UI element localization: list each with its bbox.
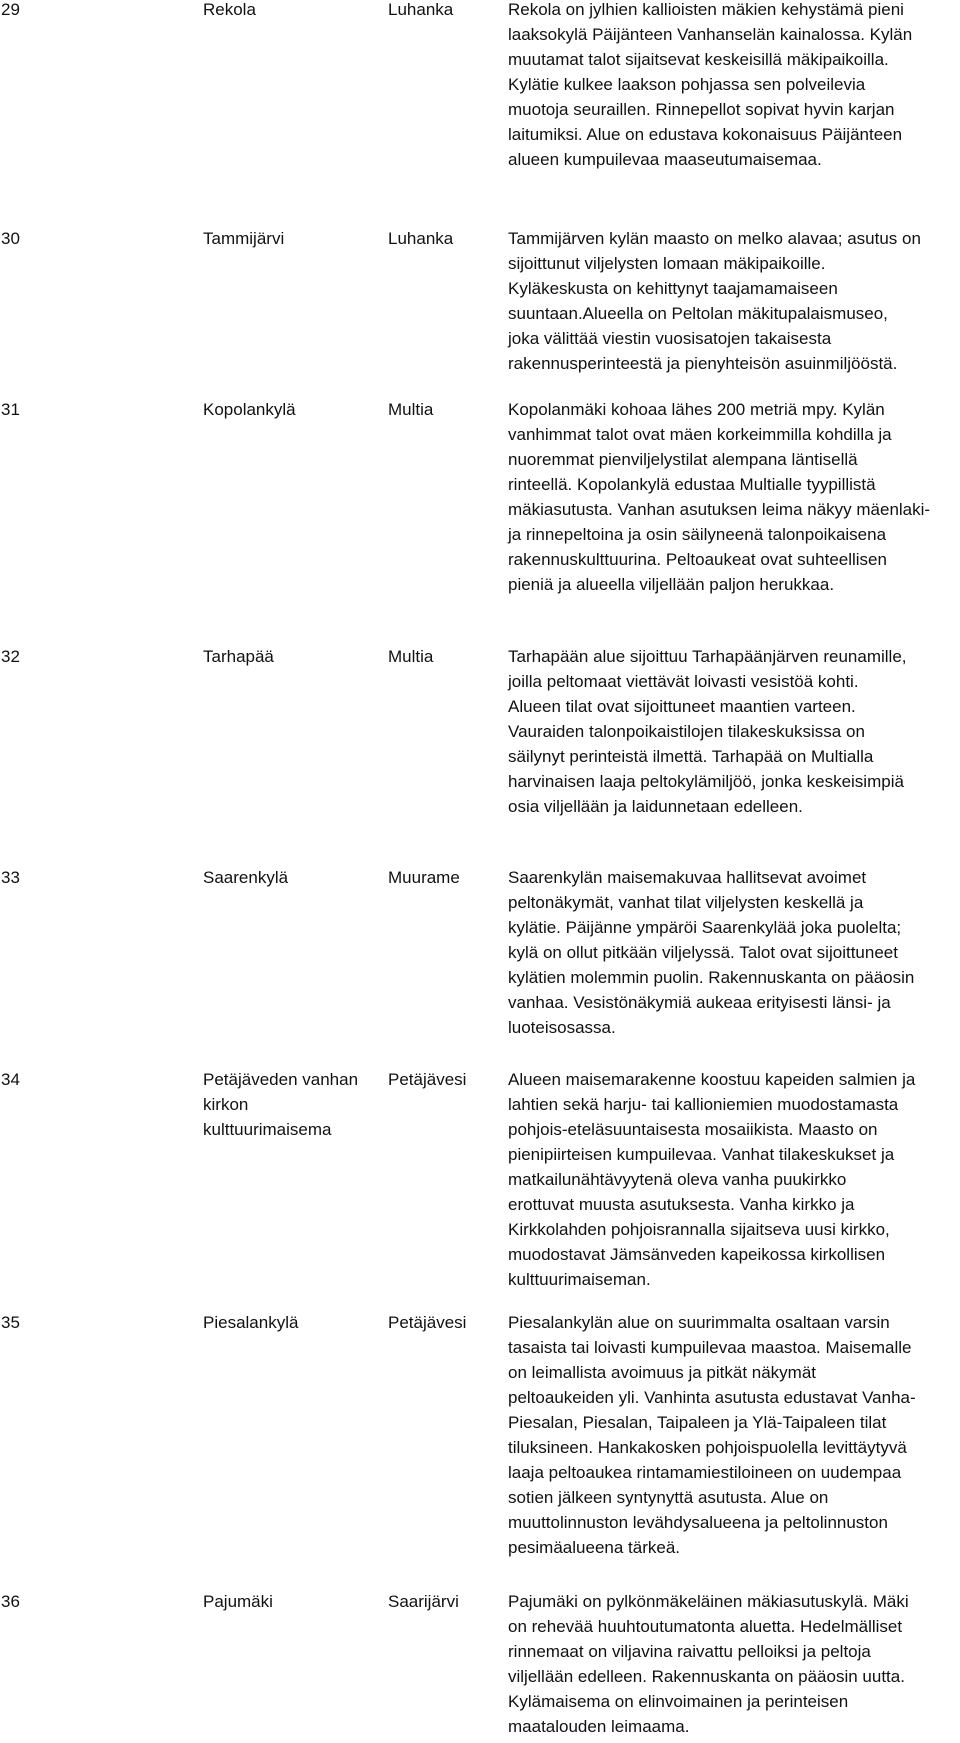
municipality: Petäjävesi <box>388 1313 467 1332</box>
entry-number: 36 <box>1 1592 20 1611</box>
village-name: Piesalankylä <box>203 1313 299 1332</box>
municipality: Luhanka <box>388 0 454 19</box>
description: Tarhapään alue sijoittuu Tarhapäänjärven reunamille, joilla peltomaat viettävät loivasti vesistöä kohti. Alueen tilat ovat sijoittuneet maantien varteen. Vauraiden talonpoikaistilojen tilakeskuksissa on säilynyt perinteistä ilmettä. Tarhapää on Multialla harvinaisen laaja peltokylämiljöö, jonka keskeisimpiä osia viljellään ja laidunnetaan edelleen. <box>508 647 907 816</box>
description: Tammijärven kylän maasto on melko alavaa; asutus on sijoittunut viljelysten lomaan mäkipaikoille. Kyläkeskusta on kehittynyt taajamamaiseen suuntaan.Alueella on Peltolan mäkitupalaismuseo, joka välittää viestin vuosisatojen takaisesta rakennusperinteestä ja pienyhteisön asuinmiljööstä. <box>508 229 921 373</box>
village-name: Tarhapää <box>203 647 274 666</box>
municipality: Muurame <box>388 868 460 887</box>
description: Pajumäki on pylkönmäkeläinen mäkiasutuskylä. Mäki on rehevää huuhtoutumatonta aluetta. Hedelmälliset rinnemaat on viljavina raivattu pelloiksi ja peltoja viljellään edelleen. Rakennuskanta on pääosin uutta. Kylämaisema on elinvoimainen ja perinteisen maatalouden leimaama. <box>508 1592 909 1736</box>
municipality: Saarijärvi <box>388 1592 459 1611</box>
description: Kopolanmäki kohoaa lähes 200 metriä mpy. Kylän vanhimmat talot ovat mäen korkeimmilla kohdilla ja nuoremmat pienviljelystilat alempana läntisellä rinteellä. Kopolankylä edustaa Multialle tyypillistä mäkiasutusta. Vanhan asutuksen leima näkyy mäenlaki- ja rinnepeltoina ja osin säilyneenä talonpoikaisena rakennuskulttuurina. Peltoaukeat ovat suhteellisen pieniä ja alueella viljellään paljon herukkaa. <box>508 400 931 594</box>
entry-number: 32 <box>1 647 20 666</box>
municipality: Luhanka <box>388 229 454 248</box>
description: Rekola on jylhien kallioisten mäkien kehystämä pieni laaksokylä Päijänteen Vanhanselän kainalossa. Kylän muutamat talot sijaitsevat keskeisillä mäkipaikoilla. Kylätie kulkee laakson pohjassa sen polveilevia muotoja seuraillen. Rinnepellot sopivat hyvin karjan laitumiksi. Alue on edustava kokonaisuus Päijänteen alueen kumpuilevaa maaseutumaisemaa. <box>508 0 913 169</box>
description: Alueen maisemarakenne koostuu kapeiden salmien ja lahtien sekä harju- tai kallioniemien muodostamasta pohjois-eteläsuuntaisesta mosaiikista. Maasto on pienipiirteisen kumpuilevaa. Vanhat tilakeskukset ja matkailunähtävyytenä oleva vanha puukirkko erottuvat muusta asutuksesta. Vanha kirkko ja Kirkkolahden pohjoisrannalla sijaitseva uusi kirkko, muodostavat Jämsänveden kapeikossa kirkollisen kulttuurimaiseman. <box>508 1070 916 1289</box>
description: Piesalankylän alue on suurimmalta osaltaan varsin tasaista tai loivasti kumpuilevaa maastoa. Maisemalle on leimallista avoimuus ja pitkät näkymät peltoaukeiden yli. Vanhinta asutusta edustavat Vanha- Piesalan, Piesalan, Taipaleen ja Ylä-Taipaleen tilat tiluksineen. Hankakosken pohjoispuolella levittäytyvä laaja peltoaukea rintamamiestiloineen on uudempaa sotien jälkeen syntynyttä asutusta. Alue on muuttolinnuston levähdysalueena ja peltolinnuston pesimäalueena tärkeä. <box>508 1313 916 1557</box>
village-name: Saarenkylä <box>203 868 289 887</box>
entry-number: 31 <box>1 400 20 419</box>
description: Saarenkylän maisemakuvaa hallitsevat avoimet peltonäkymät, vanhat tilat viljelysten keskellä ja kylätie. Päijänne ympäröi Saarenkylää joka puolelta; kylä on ollut pitkään viljelyssä. Talot ovat sijoittuneet kylätien molemmin puolin. Rakennuskanta on pääosin vanhaa. Vesistönäkymiä aukeaa erityisesti länsi- ja luoteisosassa. <box>508 868 915 1037</box>
entry-number: 30 <box>1 229 20 248</box>
village-name: Kopolankylä <box>203 400 296 419</box>
municipality: Petäjävesi <box>388 1070 467 1089</box>
village-name: Rekola <box>203 0 256 19</box>
entry-number: 33 <box>1 868 20 887</box>
municipality: Multia <box>388 400 434 419</box>
village-name: Pajumäki <box>203 1592 273 1611</box>
entry-number: 35 <box>1 1313 20 1332</box>
entry-number: 29 <box>1 0 20 19</box>
village-name: Tammijärvi <box>203 229 285 248</box>
municipality: Multia <box>388 647 434 666</box>
entry-number: 34 <box>1 1070 20 1089</box>
village-name: Petäjäveden vanhan kirkon kulttuurimaisema <box>203 1070 359 1139</box>
